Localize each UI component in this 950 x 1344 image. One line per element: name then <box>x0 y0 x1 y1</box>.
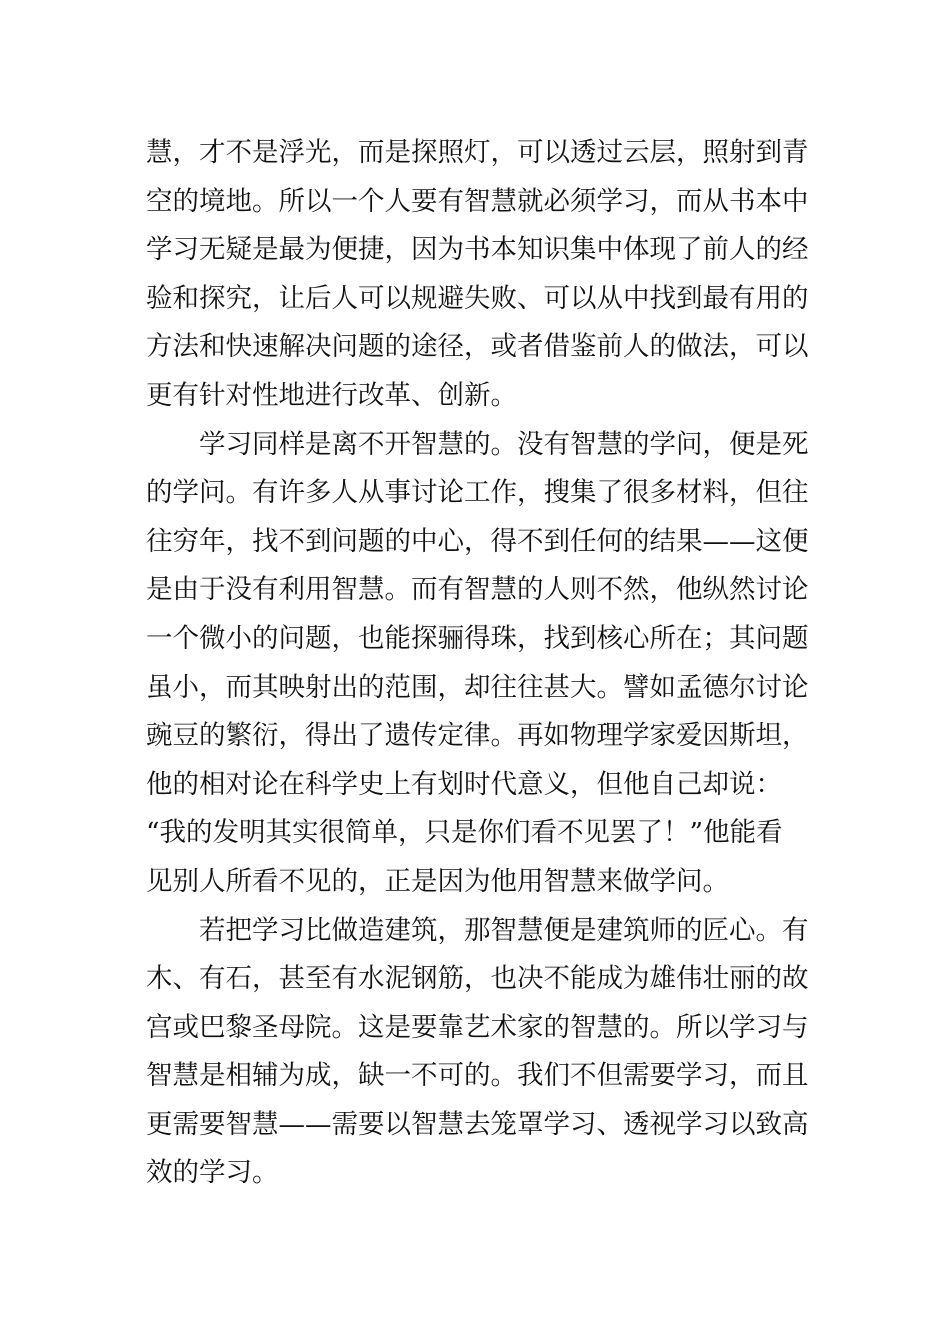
text-line: 更需要智慧——需要以智慧去笼罩学习、透视学习以致高 <box>146 1108 809 1140</box>
text-line: 见别人所看不见的，正是因为他用智慧来做学问。 <box>146 865 729 897</box>
text-line: 他的相对论在科学史上有划时代意义，但他自己却说： <box>146 768 782 800</box>
text-line: 豌豆的繁衍，得出了遗传定律。再如物理学家爱因斯坦， <box>146 720 809 752</box>
text-line: 虽小，而其映射出的范围，却往往甚大。譬如孟德尔讨论 <box>146 671 809 703</box>
text-line: 宫或巴黎圣母院。这是要靠艺术家的智慧的。所以学习与 <box>146 1011 809 1043</box>
text-line: 智慧是相辅为成，缺一不可的。我们不但需要学习，而且 <box>146 1060 809 1092</box>
text-line: “我的发明其实很简单，只是你们看不见罢了！”他能看 <box>146 817 783 849</box>
text-line: 空的境地。所以一个人要有智慧就必须学习，而从书本中 <box>146 185 809 217</box>
text-line: 一个微小的问题，也能探骊得珠，找到核心所在；其问题 <box>146 622 809 654</box>
text-line: 验和探究，让后人可以规避失败、可以从中找到最有用的 <box>146 282 809 314</box>
text-line: 若把学习比做造建筑，那智慧便是建筑师的匠心。有 <box>146 914 809 946</box>
text-line: 方法和快速解决问题的途径，或者借鉴前人的做法，可以 <box>146 331 809 363</box>
text-line: 效的学习。 <box>146 1157 279 1189</box>
text-line: 是由于没有利用智慧。而有智慧的人则不然，他纵然讨论 <box>146 574 809 606</box>
essay-text <box>146 129 810 1198</box>
text-line: 木、有石，甚至有水泥钢筋，也决不能成为雄伟壮丽的故 <box>146 963 809 995</box>
text-line: 慧，才不是浮光，而是探照灯，可以透过云层，照射到青 <box>146 137 809 168</box>
text-line: 学习同样是离不开智慧的。没有智慧的学问，便是死 <box>146 428 809 460</box>
text-line: 往穷年，找不到问题的中心，得不到任何的结果——这便 <box>146 525 809 557</box>
text-line: 学习无疑是最为便捷，因为书本知识集中体现了前人的经 <box>146 234 809 266</box>
text-line: 的学问。有许多人从事讨论工作，搜集了很多材料，但往 <box>146 477 809 509</box>
text-line: 更有针对性地进行改革、创新。 <box>146 379 517 411</box>
